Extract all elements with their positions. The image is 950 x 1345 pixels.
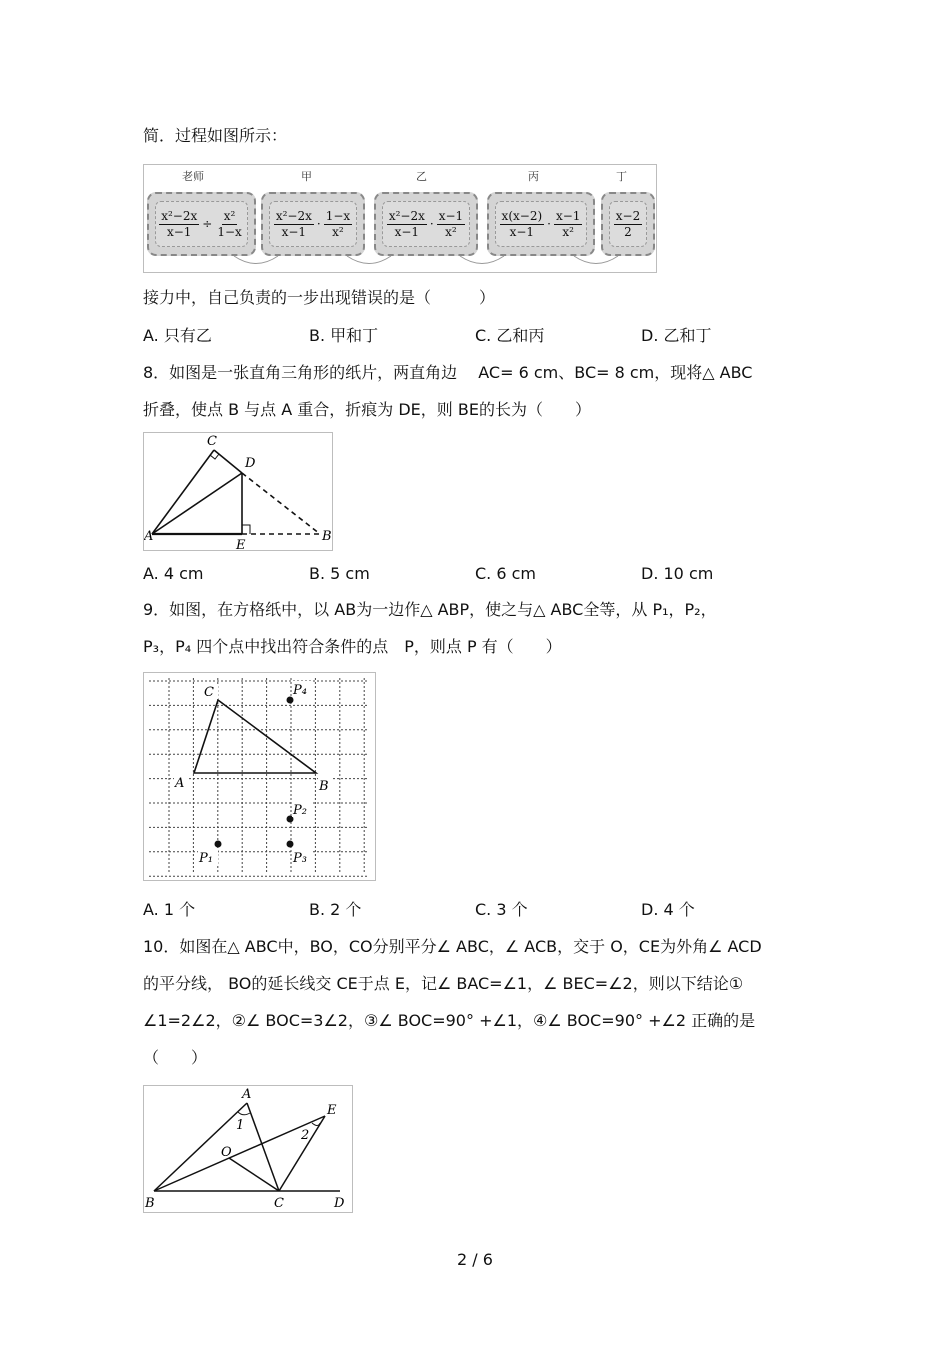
label-d: D <box>245 456 256 471</box>
label-c: C <box>207 434 217 449</box>
q7-option-d: D. 乙和丁 <box>641 326 712 345</box>
q8-line-2: 折叠，使点 B 与点 A 重合，折痕为 DE，则 BE的长为（ ） <box>143 400 591 419</box>
q10-line-1: 10．如图在△ ABC中，BO，CO分别平分∠ ABC，∠ ACB，交于 O，CE为外角∠ ACD <box>143 937 762 956</box>
angle-1-arc <box>238 1112 250 1115</box>
relay-step-bing: $\frac{x(x-2)}{x-1}$ · $\frac{x-1}{\text{x²}}$ <box>487 192 595 256</box>
label-e: E <box>327 1103 337 1118</box>
label-p1: P₁ <box>199 851 213 866</box>
label-c: C <box>204 685 214 700</box>
fold-ad <box>152 473 242 534</box>
label-angle-2: 2 <box>301 1128 310 1143</box>
relay-arrows <box>144 165 656 272</box>
relay-header-jia: 甲 <box>301 170 312 183</box>
q8-option-b: B. 5 cm <box>309 564 370 583</box>
label-b: B <box>322 529 332 544</box>
q7-option-a: A. 只有乙 <box>143 326 212 345</box>
q9-line-2: P₃，P₄ 四个点中找出符合条件的点 P，则点 P 有（ ） <box>143 637 562 656</box>
q9-option-b: B. 2 个 <box>309 900 362 919</box>
q8-line-1: 8．如图是一张直角三角形的纸片，两直角边 AC= 6 cm、BC= 8 cm，现将△ ABC <box>143 363 753 382</box>
page-number: 2 / 6 <box>457 1250 493 1269</box>
label-b: B <box>145 1196 155 1211</box>
label-a: A <box>242 1087 252 1102</box>
label-c: C <box>274 1196 284 1211</box>
q10-line-4: （ ） <box>143 1048 208 1067</box>
label-o: O <box>221 1145 232 1160</box>
segment-cd <box>214 450 242 473</box>
label-a: A <box>175 776 185 791</box>
label-e: E <box>236 538 246 550</box>
relay-step-jia: $\frac{\text{x²−2x}}{x-1}$ · $\frac{1-x}{\text{x²}}$ <box>261 192 365 256</box>
q10-line-2: 的平分线， BO的延长线交 CE于点 E，记∠ BAC=∠1，∠ BEC=∠2，则以下结论① <box>143 974 744 993</box>
q8-option-d: D. 10 cm <box>641 564 714 583</box>
q9-option-d: D. 4 个 <box>641 900 695 919</box>
q8-option-c: C. 6 cm <box>475 564 536 583</box>
q7-intro: 简．过程如图所示： <box>143 126 288 145</box>
side-ac <box>152 450 214 534</box>
q9-grid-figure <box>143 672 376 881</box>
point-p3 <box>287 841 294 848</box>
relay-header-bing: 丙 <box>528 170 539 183</box>
triangle-abc <box>194 700 316 773</box>
relay-header-ding: 丁 <box>616 170 627 183</box>
relay-step-teacher: $\frac{\text{x²−2x}}{x-1}$ ÷ $\frac{\text{x²}}{1-x}$ <box>147 192 256 256</box>
q9-option-c: C. 3 个 <box>475 900 528 919</box>
label-b: B <box>319 779 329 794</box>
q8-figure <box>143 432 333 551</box>
label-p3: P₃ <box>293 851 307 866</box>
label-d: D <box>334 1196 345 1211</box>
q7-option-c: C. 乙和丙 <box>475 326 545 345</box>
label-a: A <box>144 529 154 544</box>
q7-question: 接力中，自己负责的一步出现错误的是（ ） <box>143 288 496 307</box>
relay-step-yi: $\frac{\text{x²−2x}}{x-1}$ · $\frac{x-1}{\text{x²}}$ <box>374 192 478 256</box>
segment-db <box>242 473 320 534</box>
label-p4: P₄ <box>293 683 307 698</box>
point-p1 <box>215 841 222 848</box>
side-ac <box>247 1103 279 1191</box>
right-angle-e <box>242 525 250 534</box>
angle-2-arc <box>312 1123 320 1126</box>
label-angle-1: 1 <box>236 1118 245 1133</box>
q8-option-a: A. 4 cm <box>143 564 204 583</box>
q9-option-a: A. 1 个 <box>143 900 196 919</box>
q7-option-b: B. 甲和丁 <box>309 326 379 345</box>
label-p2: P₂ <box>293 803 307 818</box>
q10-figure <box>143 1085 353 1213</box>
relay-step-ding: $\frac{x-2}{2}$ <box>601 192 655 256</box>
relay-header-yi: 乙 <box>416 170 427 183</box>
q10-line-3: ∠1=2∠2，②∠ BOC=3∠2，③∠ BOC=90° +∠1，④∠ BOC=90° +∠2 正确的是 <box>143 1011 756 1030</box>
relay-header-teacher: 老师 <box>182 170 204 183</box>
side-ba <box>154 1103 247 1191</box>
q9-line-1: 9．如图，在方格纸中，以 AB为一边作△ ABP，使之与△ ABC全等，从 P₁，P₂， <box>143 600 717 619</box>
q7-relay-figure <box>143 164 657 273</box>
segment-oc <box>229 1158 279 1191</box>
